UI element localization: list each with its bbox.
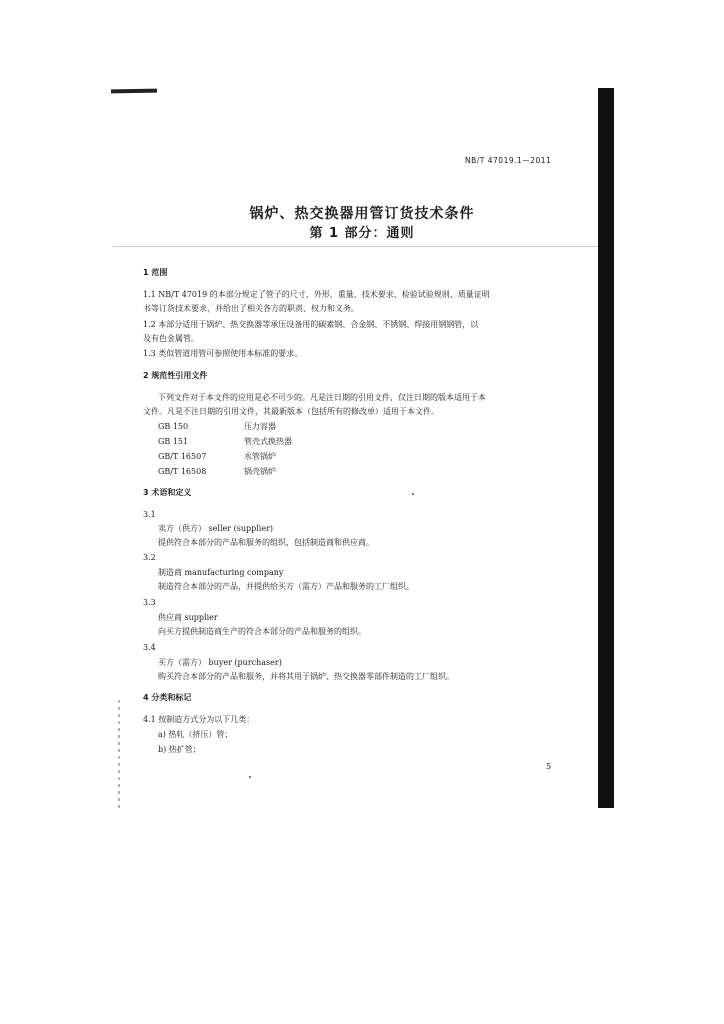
clause-1-1-line1: 1.1 NB/T 47019 的本部分规定了管子的尺寸、外形、重量、技术要求、检验试验规则、质量证明: [143, 290, 490, 299]
clause-1-3: 1.3 类似管道用管可参照使用本标准的要求。: [143, 349, 303, 358]
term-title: 供应商 supplier: [158, 613, 218, 622]
section-2-para-line1: 下列文件对于本文件的应用是必不可少的。凡是注日期的引用文件，仅注日期的版本适用于本: [158, 393, 486, 402]
term-definition: 向买方提供制造商生产的符合本部分的产品和服务的组织。: [158, 627, 366, 636]
ref-code: GB 151: [158, 437, 189, 446]
standard-code: NB/T 47019.1—2011: [465, 156, 552, 165]
list-item-b: b) 热扩管；: [158, 745, 201, 754]
page-number: 5: [546, 762, 552, 771]
section-2-para-line2: 文件。凡是不注日期的引用文件，其最新版本（包括所有的修改单）适用于本文件。: [143, 407, 439, 416]
scan-speck: [412, 493, 414, 495]
term-number: 3.1: [143, 510, 156, 519]
scan-edge-noise: [118, 700, 120, 810]
ref-name: 水管锅炉: [244, 452, 276, 461]
clause-4-1: 4.1 按制造方式分为以下几类：: [143, 715, 255, 724]
term-definition: 提供符合本部分的产品和服务的组织，包括制造商和供应商。: [158, 538, 374, 547]
ref-code: GB 150: [158, 422, 189, 431]
term-definition: 制造符合本部分的产品，并提供给买方（需方）产品和服务的工厂组织。: [158, 582, 414, 591]
title-divider: [113, 246, 598, 247]
list-item-a: a) 热轧（挤压）管；: [158, 730, 233, 739]
ref-name: 锅壳锅炉: [244, 467, 276, 476]
ref-code: GB/T 16508: [158, 467, 207, 476]
term-number: 3.4: [143, 643, 156, 652]
ref-name: 管壳式换热器: [244, 437, 292, 446]
term-number: 3.2: [143, 553, 156, 562]
ref-code: GB/T 16507: [158, 452, 207, 461]
section-1-heading: 1 范围: [143, 268, 168, 277]
scan-speck: [249, 776, 251, 778]
clause-1-2-line1: 1.2 本部分适用于锅炉、热交换器等承压设备用的碳素钢、合金钢、不锈钢、焊接用钢钢管，以: [143, 320, 479, 329]
clause-1-2-line2: 及有色金属管。: [143, 334, 199, 343]
document-title: 锅炉、热交换器用管订货技术条件: [249, 206, 475, 222]
section-3-heading: 3 术语和定义: [143, 488, 192, 497]
clause-1-1-line2: 书等订货技术要求，并给出了相关各方的职责、权力和义务。: [143, 304, 359, 313]
term-title: 买方（需方） buyer (purchaser): [158, 658, 282, 667]
scan-border-bar: [598, 88, 614, 808]
term-title: 卖方（供方） seller (supplier): [158, 524, 274, 533]
document-subtitle: 第 1 部分：通则: [309, 226, 415, 241]
term-title: 制造商 manufacturing company: [158, 568, 284, 577]
ref-name: 压力容器: [244, 422, 276, 431]
section-2-heading: 2 规范性引用文件: [143, 371, 208, 380]
term-number: 3.3: [143, 598, 156, 607]
section-4-heading: 4 分类和标记: [143, 693, 192, 702]
scan-artifact-mark: [111, 89, 157, 94]
term-definition: 购买符合本部分的产品和服务，并将其用于锅炉、热交换器零部件制造的工厂组织。: [158, 672, 454, 681]
